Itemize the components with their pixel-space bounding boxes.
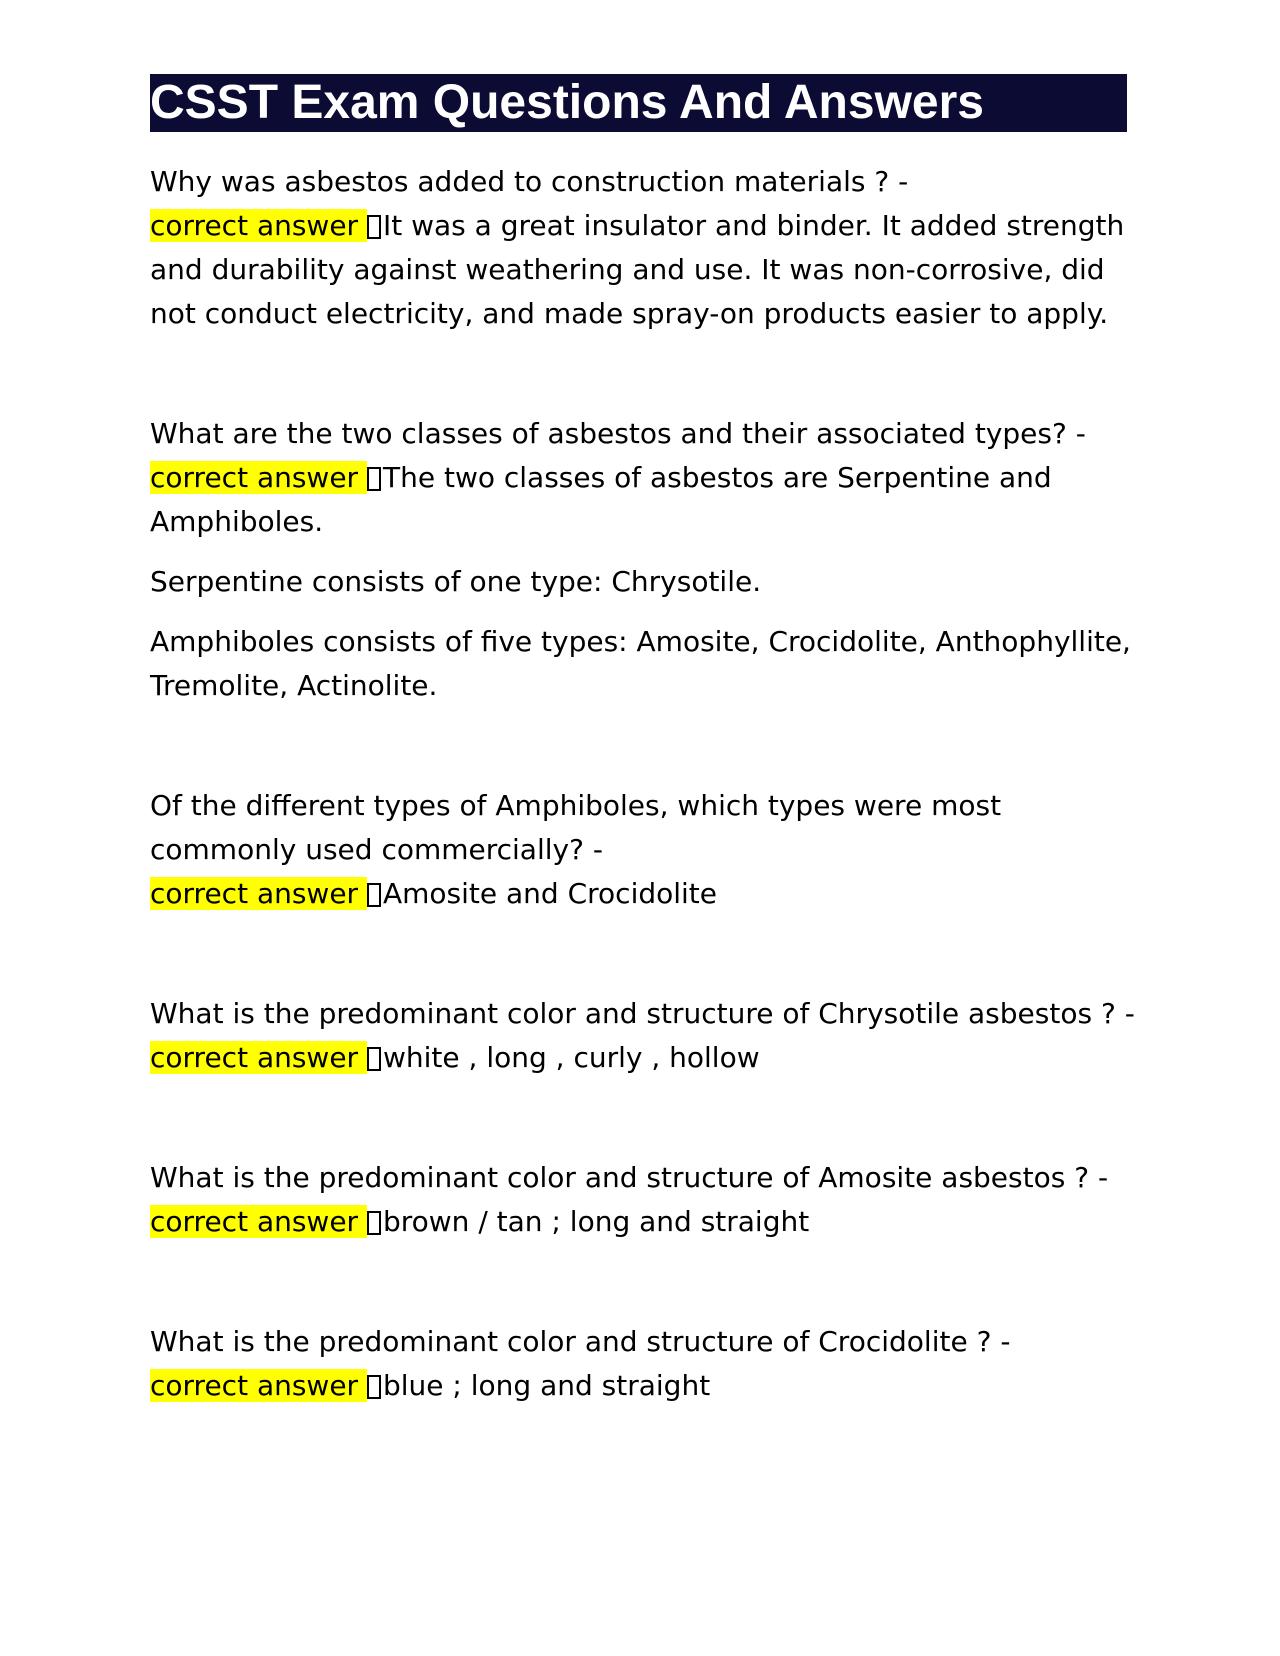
answer-text: It was a great insulator and binder. It added strength and durability against weathering and use. It was non-corrosive, did not conduct electricity, and made spray-on products easier to apply. xyxy=(150,209,1125,330)
correct-answer-highlight: correct answer xyxy=(150,1205,367,1238)
missing-glyph-icon xyxy=(367,467,381,491)
answer-text: Amosite and Crocidolite xyxy=(382,877,718,910)
question-text: What is the predominant color and structure of Chrysotile asbestos ? - xyxy=(150,997,1135,1030)
document-title: CSST Exam Questions And Answers xyxy=(150,74,1127,132)
question-text: Of the different types of Amphiboles, which types were most commonly used commercially? - xyxy=(150,789,1002,866)
qa-item xyxy=(150,992,1135,1080)
qa-item xyxy=(150,784,1135,916)
missing-glyph-icon xyxy=(367,1047,381,1071)
missing-glyph-icon xyxy=(367,1375,381,1399)
qa-item xyxy=(150,1156,1135,1244)
document-body xyxy=(150,160,1135,1408)
missing-glyph-icon xyxy=(367,883,381,907)
qa-item xyxy=(150,1320,1135,1408)
qa-item xyxy=(150,160,1135,336)
answer-line xyxy=(150,1200,1135,1244)
answer-detail: Amphiboles consists of five types: Amosite, Crocidolite, Anthophyllite, Tremolite, Actinolite. xyxy=(150,625,1131,702)
answer-line xyxy=(150,204,1135,336)
question-text: Why was asbestos added to construction materials ? - xyxy=(150,165,909,198)
answer-line xyxy=(150,1364,1135,1408)
question-text: What are the two classes of asbestos and their associated types? - xyxy=(150,417,1086,450)
correct-answer-highlight: correct answer xyxy=(150,1369,367,1402)
answer-line xyxy=(150,1036,1135,1080)
correct-answer-highlight: correct answer xyxy=(150,1041,367,1074)
answer-detail: Serpentine consists of one type: Chrysotile. xyxy=(150,565,762,598)
answer-text: blue ; long and straight xyxy=(382,1369,711,1402)
answer-text: brown / tan ; long and straight xyxy=(382,1205,810,1238)
correct-answer-highlight: correct answer xyxy=(150,461,367,494)
missing-glyph-icon xyxy=(367,215,381,239)
answer-text: white , long , curly , hollow xyxy=(382,1041,760,1074)
answer-line xyxy=(150,456,1135,544)
correct-answer-highlight: correct answer xyxy=(150,877,367,910)
correct-answer-highlight: correct answer xyxy=(150,209,367,242)
missing-glyph-icon xyxy=(367,1211,381,1235)
qa-item xyxy=(150,412,1135,708)
answer-text: The two classes of asbestos are Serpentine and Amphiboles. xyxy=(150,461,1052,538)
question-text: What is the predominant color and structure of Crocidolite ? - xyxy=(150,1325,1011,1358)
answer-line xyxy=(150,872,1135,916)
question-text: What is the predominant color and structure of Amosite asbestos ? - xyxy=(150,1161,1109,1194)
